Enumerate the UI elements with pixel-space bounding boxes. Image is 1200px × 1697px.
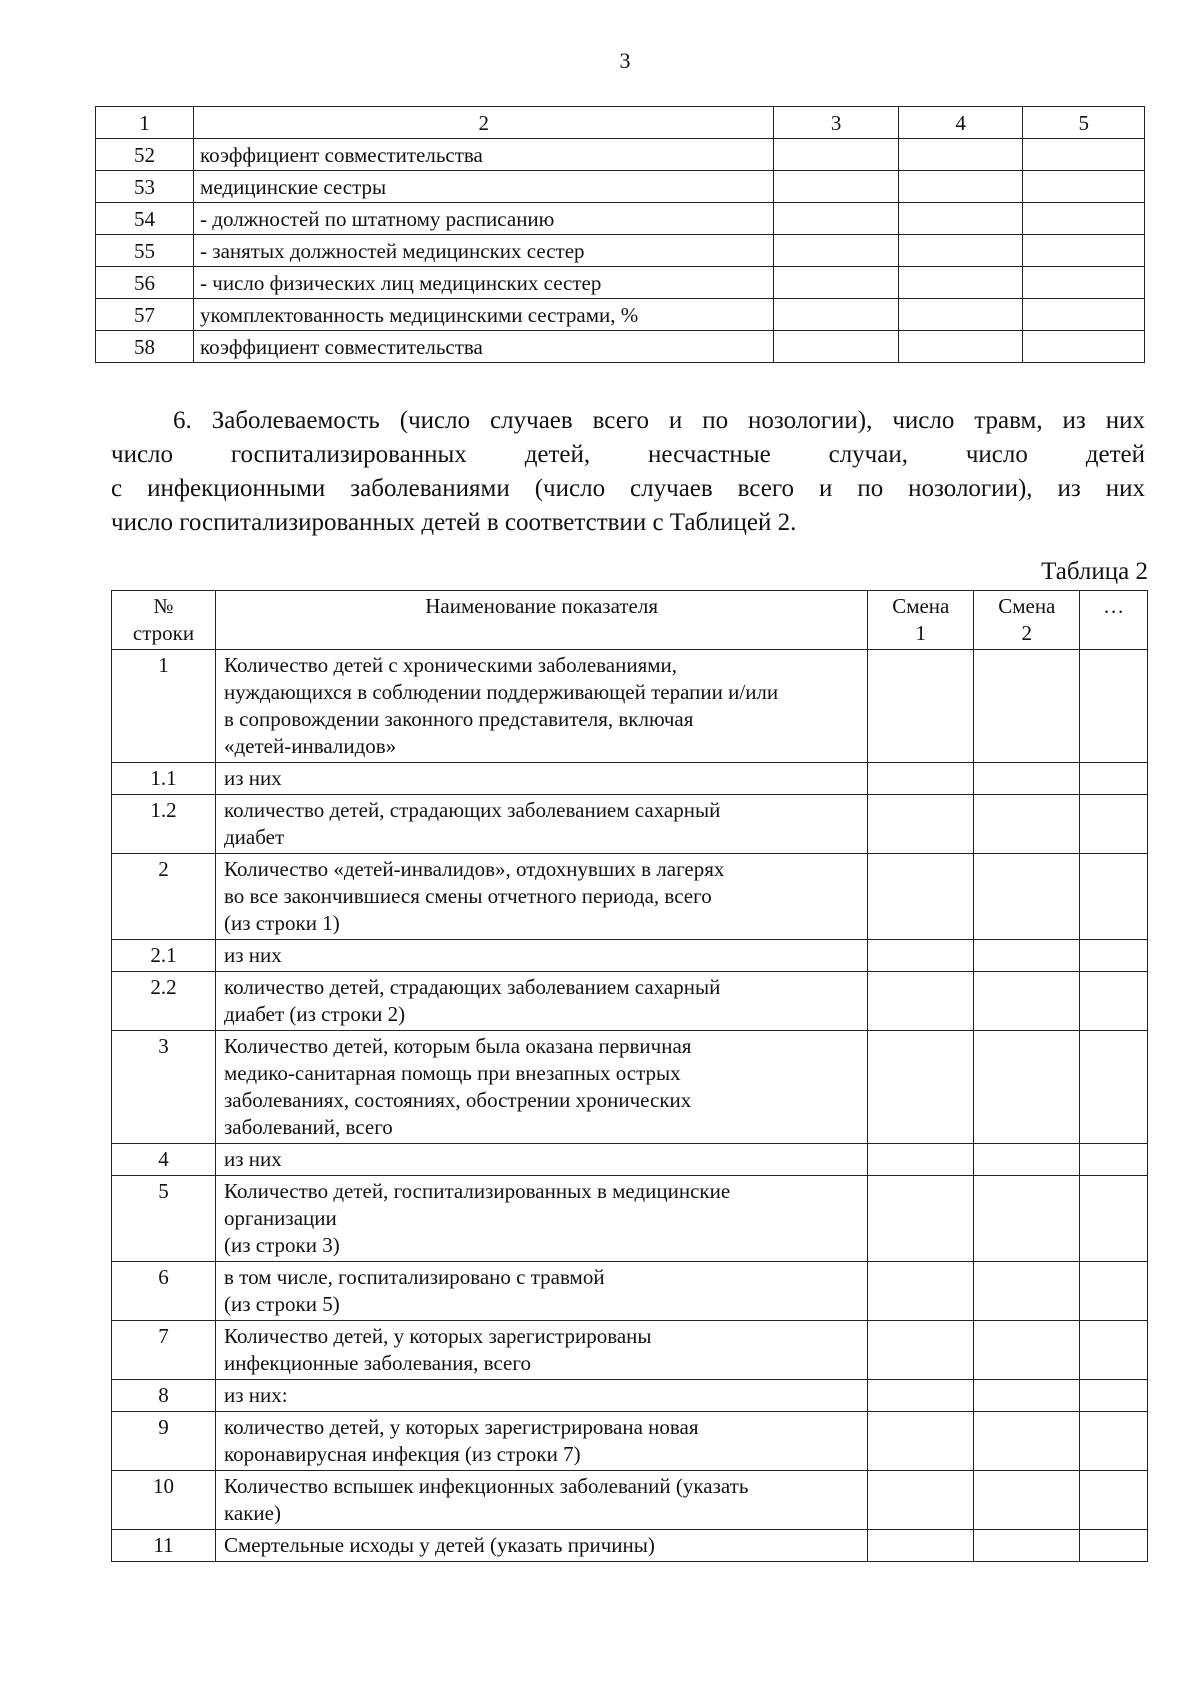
indicator-name xyxy=(216,854,868,940)
table-row xyxy=(112,1380,1148,1412)
table-row xyxy=(112,940,1148,972)
value-cell[interactable] xyxy=(898,299,1023,331)
value-cell[interactable] xyxy=(868,1412,974,1471)
value-cell[interactable] xyxy=(898,331,1023,363)
table-row xyxy=(112,1471,1148,1530)
row-label: - должностей по штатному расписанию xyxy=(194,203,774,235)
value-cell[interactable] xyxy=(974,1144,1080,1176)
value-cell[interactable] xyxy=(1080,972,1148,1031)
indicator-name xyxy=(216,763,868,795)
indicator-name xyxy=(216,940,868,972)
row-number: 58 xyxy=(96,331,194,363)
header-cell: 1 xyxy=(96,107,194,139)
row-label: коэффициент совместительства xyxy=(194,331,774,363)
value-cell[interactable] xyxy=(868,1262,974,1321)
value-cell[interactable] xyxy=(868,1471,974,1530)
row-number: 52 xyxy=(96,139,194,171)
header-shift-2 xyxy=(974,591,1080,650)
indicator-line: заболеваний, всего xyxy=(224,1115,393,1139)
page-number: 3 xyxy=(619,48,631,73)
value-cell[interactable] xyxy=(1080,1471,1148,1530)
value-cell[interactable] xyxy=(1080,1031,1148,1144)
table-row xyxy=(112,650,1148,763)
value-cell[interactable] xyxy=(1023,171,1145,203)
indicator-name xyxy=(216,1262,868,1321)
header-text: № xyxy=(153,594,174,618)
value-cell[interactable] xyxy=(898,267,1023,299)
indicator-line: инфекционные заболевания, всего xyxy=(224,1351,531,1375)
indicator-line: Количество детей с хроническими заболеваниями, xyxy=(224,653,678,677)
value-cell[interactable] xyxy=(1080,1144,1148,1176)
indicator-line: (из строки 5) xyxy=(224,1292,340,1316)
indicator-line: во все закончившиеся смены отчетного периода, всего xyxy=(224,884,712,908)
morbidity-table xyxy=(111,590,1148,1562)
value-cell[interactable] xyxy=(1080,940,1148,972)
staffing-table xyxy=(95,106,1145,363)
table-header-row xyxy=(96,107,1145,139)
header-text: Смена xyxy=(892,594,950,618)
value-cell[interactable] xyxy=(1023,331,1145,363)
indicator-line: Количество детей, госпитализированных в медицинские xyxy=(224,1179,731,1203)
value-cell[interactable] xyxy=(1080,795,1148,854)
value-cell[interactable] xyxy=(898,171,1023,203)
indicator-line: Количество «детей-инвалидов», отдохнувших в лагерях xyxy=(224,857,725,881)
indicator-line: коронавирусная инфекция (из строки 7) xyxy=(224,1442,581,1466)
value-cell[interactable] xyxy=(1080,1530,1148,1562)
value-cell[interactable] xyxy=(868,854,974,940)
value-cell[interactable] xyxy=(868,1380,974,1412)
row-number: 56 xyxy=(96,267,194,299)
table-row xyxy=(112,1530,1148,1562)
indicator-line: Количество детей, которым была оказана первичная xyxy=(224,1034,692,1058)
value-cell[interactable] xyxy=(974,1176,1080,1262)
indicator-line: количество детей, у которых зарегистрирована новая xyxy=(224,1415,699,1439)
indicator-name xyxy=(216,1176,868,1262)
section-6-paragraph xyxy=(111,404,1145,540)
table-row xyxy=(112,1262,1148,1321)
value-cell[interactable] xyxy=(868,650,974,763)
row-number: 2 xyxy=(112,854,216,940)
row-number: 53 xyxy=(96,171,194,203)
row-number: 10 xyxy=(112,1471,216,1530)
table-row xyxy=(112,1412,1148,1471)
row-label: укомплектованность медицинскими сестрами, % xyxy=(194,299,774,331)
indicator-line: Смертельные исходы у детей (указать причины) xyxy=(224,1533,655,1557)
table-caption: Таблица 2 xyxy=(1041,558,1148,585)
value-cell[interactable] xyxy=(898,235,1023,267)
indicator-line: из них xyxy=(224,943,282,967)
row-number: 54 xyxy=(96,203,194,235)
indicator-line: медико-санитарная помощь при внезапных острых xyxy=(224,1061,681,1085)
value-cell[interactable] xyxy=(868,1176,974,1262)
value-cell[interactable] xyxy=(1023,267,1145,299)
paragraph-line: число госпитализированных детей в соответствии с Таблицей 2. xyxy=(111,509,797,536)
value-cell[interactable] xyxy=(974,1321,1080,1380)
indicator-line: Количество детей, у которых зарегистрированы xyxy=(224,1324,652,1348)
row-number: 57 xyxy=(96,299,194,331)
table-row xyxy=(112,1176,1148,1262)
value-cell[interactable] xyxy=(1080,1321,1148,1380)
table-row xyxy=(96,267,1145,299)
indicator-line: нуждающихся в соблюдении поддерживающей терапии и/или xyxy=(224,680,779,704)
row-number: 1.1 xyxy=(112,763,216,795)
value-cell[interactable] xyxy=(974,854,1080,940)
indicator-line: «детей-инвалидов» xyxy=(224,734,397,758)
header-cell: 2 xyxy=(194,107,774,139)
indicator-name xyxy=(216,1530,868,1562)
row-number: 7 xyxy=(112,1321,216,1380)
value-cell[interactable] xyxy=(974,1380,1080,1412)
value-cell[interactable] xyxy=(868,1530,974,1562)
table-row xyxy=(112,972,1148,1031)
row-number: 5 xyxy=(112,1176,216,1262)
value-cell[interactable] xyxy=(1023,235,1145,267)
value-cell[interactable] xyxy=(774,299,899,331)
indicator-name xyxy=(216,1031,868,1144)
value-cell[interactable] xyxy=(774,267,899,299)
value-cell[interactable] xyxy=(974,1262,1080,1321)
row-label: - занятых должностей медицинских сестер xyxy=(194,235,774,267)
header-text: строки xyxy=(132,621,195,645)
value-cell[interactable] xyxy=(774,235,899,267)
value-cell[interactable] xyxy=(1080,1412,1148,1471)
indicator-line: диабет xyxy=(224,825,285,849)
table-row xyxy=(96,139,1145,171)
value-cell[interactable] xyxy=(974,1031,1080,1144)
indicator-name xyxy=(216,1144,868,1176)
table-row xyxy=(112,1031,1148,1144)
indicator-line: организации xyxy=(224,1206,337,1230)
value-cell[interactable] xyxy=(1080,1262,1148,1321)
row-number: 3 xyxy=(112,1031,216,1144)
value-cell[interactable] xyxy=(868,1144,974,1176)
table-row xyxy=(96,171,1145,203)
indicator-name xyxy=(216,1471,868,1530)
indicator-line: из них: xyxy=(224,1383,288,1407)
paragraph-line: с инфекционными заболеваниями (число случаев всего и по нозологии), из них xyxy=(111,475,1145,502)
table-row xyxy=(112,763,1148,795)
row-number: 1.2 xyxy=(112,795,216,854)
value-cell[interactable] xyxy=(1023,299,1145,331)
row-number: 8 xyxy=(112,1380,216,1412)
table-row xyxy=(96,331,1145,363)
row-number: 55 xyxy=(96,235,194,267)
row-number: 9 xyxy=(112,1412,216,1471)
value-cell[interactable] xyxy=(898,203,1023,235)
indicator-line: из них xyxy=(224,1147,282,1171)
value-cell[interactable] xyxy=(868,1031,974,1144)
value-cell[interactable] xyxy=(974,763,1080,795)
value-cell[interactable] xyxy=(774,139,899,171)
header-shift-1 xyxy=(868,591,974,650)
value-cell[interactable] xyxy=(974,1530,1080,1562)
row-label: коэффициент совместительства xyxy=(194,139,774,171)
indicator-name xyxy=(216,972,868,1031)
indicator-name xyxy=(216,795,868,854)
paragraph-line: число госпитализированных детей, несчастные случаи, число детей xyxy=(111,441,1145,468)
value-cell[interactable] xyxy=(1080,650,1148,763)
indicator-line: в том числе, госпитализировано с травмой xyxy=(224,1265,605,1289)
row-number: 2.2 xyxy=(112,972,216,1031)
value-cell[interactable] xyxy=(868,763,974,795)
value-cell[interactable] xyxy=(774,203,899,235)
row-number: 2.1 xyxy=(112,940,216,972)
value-cell[interactable] xyxy=(1080,854,1148,940)
header-text: 2 xyxy=(1021,621,1033,645)
indicator-line: (из строки 1) xyxy=(224,911,340,935)
value-cell[interactable] xyxy=(974,795,1080,854)
indicator-line: количество детей, страдающих заболеванием сахарный xyxy=(224,798,721,822)
table-header-row xyxy=(112,591,1148,650)
header-cell: 4 xyxy=(898,107,1023,139)
table-row xyxy=(112,1321,1148,1380)
value-cell[interactable] xyxy=(974,1471,1080,1530)
value-cell[interactable] xyxy=(1080,763,1148,795)
header-indicator-name: Наименование показателя xyxy=(216,591,868,650)
row-number: 1 xyxy=(112,650,216,763)
header-more-shifts: … xyxy=(1080,591,1148,650)
indicator-name xyxy=(216,1321,868,1380)
indicator-name xyxy=(216,1380,868,1412)
table-row xyxy=(112,795,1148,854)
table-row xyxy=(112,1144,1148,1176)
row-number: 6 xyxy=(112,1262,216,1321)
value-cell[interactable] xyxy=(1080,1176,1148,1262)
value-cell[interactable] xyxy=(868,795,974,854)
header-text: Смена xyxy=(998,594,1056,618)
value-cell[interactable] xyxy=(898,139,1023,171)
value-cell[interactable] xyxy=(868,1321,974,1380)
header-text: 1 xyxy=(915,621,927,645)
value-cell[interactable] xyxy=(974,650,1080,763)
indicator-name xyxy=(216,1412,868,1471)
indicator-line: из них xyxy=(224,766,282,790)
table-row xyxy=(112,854,1148,940)
table-row xyxy=(96,299,1145,331)
paragraph-line: 6. Заболеваемость (число случаев всего и по нозологии), число травм, из них xyxy=(173,407,1145,434)
value-cell[interactable] xyxy=(974,1412,1080,1471)
row-label: медицинские сестры xyxy=(194,171,774,203)
value-cell[interactable] xyxy=(868,972,974,1031)
indicator-line: Количество вспышек инфекционных заболеваний (указать xyxy=(224,1474,749,1498)
value-cell[interactable] xyxy=(1080,1380,1148,1412)
indicator-line: диабет (из строки 2) xyxy=(224,1002,406,1026)
value-cell[interactable] xyxy=(974,972,1080,1031)
value-cell[interactable] xyxy=(774,171,899,203)
indicator-line: в сопровождении законного представителя, включая xyxy=(224,707,694,731)
header-cell: 5 xyxy=(1023,107,1145,139)
row-number: 11 xyxy=(112,1530,216,1562)
table-row xyxy=(96,235,1145,267)
row-number: 4 xyxy=(112,1144,216,1176)
indicator-line: (из строки 3) xyxy=(224,1233,340,1257)
header-cell: 3 xyxy=(774,107,899,139)
value-cell[interactable] xyxy=(774,331,899,363)
value-cell[interactable] xyxy=(868,940,974,972)
indicator-line: какие) xyxy=(224,1501,281,1525)
indicator-line: заболеваниях, состояниях, обострении хронических xyxy=(224,1088,692,1112)
header-row-number xyxy=(112,591,216,650)
value-cell[interactable] xyxy=(1023,203,1145,235)
table-row xyxy=(96,203,1145,235)
indicator-line: количество детей, страдающих заболеванием сахарный xyxy=(224,975,721,999)
row-label: - число физических лиц медицинских сестер xyxy=(194,267,774,299)
value-cell[interactable] xyxy=(1023,139,1145,171)
value-cell[interactable] xyxy=(974,940,1080,972)
indicator-name xyxy=(216,650,868,763)
